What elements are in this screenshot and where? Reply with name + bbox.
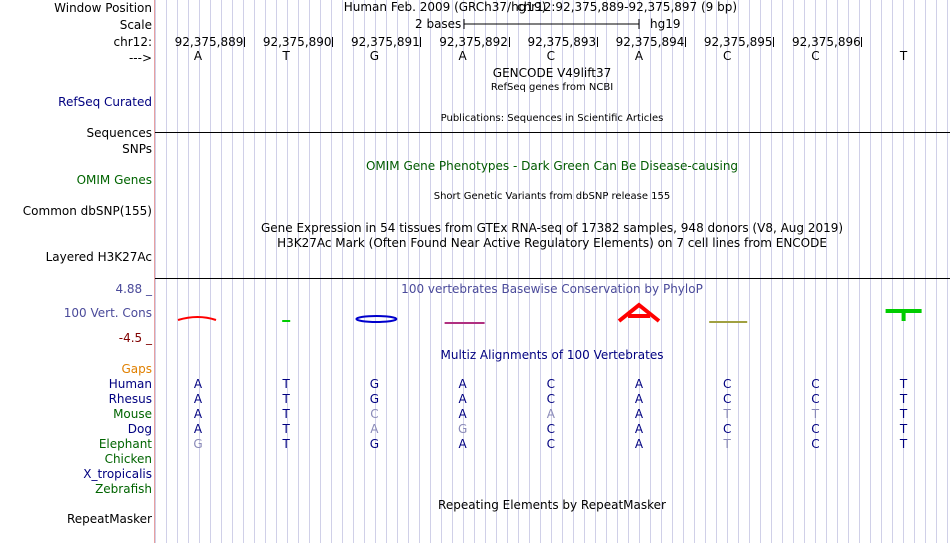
alignment-base: T xyxy=(899,377,908,391)
alignment-base: C xyxy=(546,422,555,436)
alignment-base: G xyxy=(369,392,380,406)
reference-base: A xyxy=(458,49,467,63)
alignment-base: C xyxy=(370,407,379,421)
phylop-glyph xyxy=(178,317,216,320)
ruler-tick xyxy=(420,37,421,47)
repeatmasker-track-label[interactable]: RepeatMasker xyxy=(66,512,152,526)
alignment-base: T xyxy=(282,377,290,391)
phylop-glyph xyxy=(356,316,396,322)
alignment-base: A xyxy=(634,407,644,421)
species-label-elephant: Elephant xyxy=(98,437,152,451)
scale-database: hg19 xyxy=(650,17,681,31)
track-label-column xyxy=(0,0,154,543)
alignment-base: A xyxy=(193,407,203,421)
ruler-tick xyxy=(509,37,510,47)
ruler-tick xyxy=(244,37,245,47)
alignment-base: C xyxy=(546,377,555,391)
ruler-tick xyxy=(685,37,686,47)
reference-base: C xyxy=(722,49,732,63)
alignment-base: T xyxy=(899,407,908,421)
ruler-position: 92,375,890 xyxy=(262,35,332,49)
scale-text: 2 bases xyxy=(415,17,462,31)
alignment-base: T xyxy=(282,422,290,436)
alignment-base: C xyxy=(722,392,732,406)
common-dbsnp-track-label[interactable]: Common dbSNP(155) xyxy=(22,204,152,218)
refseq-track-label[interactable]: RefSeq Curated xyxy=(58,95,152,109)
layered-h3k27ac-track-label[interactable]: Layered H3K27Ac xyxy=(45,250,152,264)
alignment-base: G xyxy=(457,422,468,436)
alignment-base: A xyxy=(634,437,644,451)
alignment-base: T xyxy=(723,407,731,421)
ruler-position: 92,375,892 xyxy=(439,35,508,49)
alignment-base: C xyxy=(546,437,555,451)
alignment-base: A xyxy=(634,392,644,406)
alignment-base: A xyxy=(458,392,467,406)
reference-base: T xyxy=(899,49,908,63)
assembly-title: Human Feb. 2009 (GRCh37/hg19) xyxy=(343,0,547,14)
alignment-base: G xyxy=(369,377,380,391)
ruler-tick xyxy=(861,37,862,47)
alignment-base: C xyxy=(546,392,555,406)
species-label-dog: Dog xyxy=(127,422,152,436)
species-label-x-tropicalis: X_tropicalis xyxy=(83,467,152,481)
snps-track-label[interactable]: SNPs xyxy=(122,142,152,156)
conservation-max-label: 4.88 _ xyxy=(115,282,152,296)
refseq-track-title[interactable]: RefSeq genes from NCBI xyxy=(490,82,614,93)
ruler-tick xyxy=(597,37,598,47)
window-position-label: Window Position xyxy=(54,1,152,15)
reference-base: T xyxy=(282,49,290,63)
alignment-base: T xyxy=(811,407,820,421)
alignment-base: T xyxy=(282,407,290,421)
alignment-base: A xyxy=(193,422,203,436)
ruler-tick xyxy=(332,37,333,47)
alignment-base: C xyxy=(722,422,732,436)
chromosome-label: chr12: xyxy=(113,35,152,49)
alignment-base: C xyxy=(811,422,820,436)
alignment-base: T xyxy=(899,437,908,451)
alignment-base: G xyxy=(193,437,203,451)
phylop-glyph xyxy=(886,311,922,321)
phylop-conservation-plot xyxy=(155,300,950,340)
gencode-track-title[interactable]: GENCODE V49lift37 xyxy=(492,66,612,80)
alignment-base: C xyxy=(811,377,820,391)
track-area[interactable] xyxy=(155,0,950,543)
alignment-base: C xyxy=(811,392,820,406)
sequence-track-divider xyxy=(155,132,950,133)
repeatmasker-track-title[interactable]: Repeating Elements by RepeatMasker xyxy=(438,498,666,512)
h3k27ac-track-divider xyxy=(155,278,950,279)
alignment-base: C xyxy=(811,437,820,451)
alignment-base: A xyxy=(370,422,379,436)
alignment-base: C xyxy=(722,377,732,391)
strand-arrow-label[interactable]: ---> xyxy=(128,51,152,65)
h3k27ac-track-title[interactable]: H3K27Ac Mark (Often Found Near Active Regulatory Elements) on 7 cell lines from ENCODE xyxy=(277,236,827,250)
alignment-base: A xyxy=(193,392,203,406)
alignment-base: G xyxy=(369,437,380,451)
sequences-track-label[interactable]: Sequences xyxy=(86,126,152,140)
conservation-track-label[interactable]: 100 Vert. Cons xyxy=(63,306,152,320)
reference-base: A xyxy=(634,49,644,63)
scale-bar xyxy=(463,17,653,31)
alignment-base: A xyxy=(546,407,555,421)
alignment-base: A xyxy=(458,407,467,421)
conservation-min-label: -4.5 _ xyxy=(118,331,152,345)
ruler-tick xyxy=(773,37,774,47)
multiz-track-title[interactable]: Multiz Alignments of 100 Vertebrates xyxy=(440,348,664,362)
species-label-human: Human xyxy=(108,377,152,391)
alignment-base: T xyxy=(899,422,908,436)
phylop-glyph xyxy=(619,305,659,321)
species-label-rhesus: Rhesus xyxy=(108,392,152,406)
species-label-zebrafish: Zebrafish xyxy=(95,482,152,496)
omim-track-label[interactable]: OMIM Genes xyxy=(76,173,152,187)
reference-base: G xyxy=(369,49,380,63)
omim-track-title[interactable]: OMIM Gene Phenotypes - Dark Green Can Be Disease-causing xyxy=(365,159,739,173)
window-position-value[interactable]: chr12:92,375,889-92,375,897 (9 bp) xyxy=(516,0,738,14)
alignment-base: A xyxy=(634,377,644,391)
ruler-position: 92,375,896 xyxy=(792,35,861,49)
ruler-position: 92,375,895 xyxy=(703,35,773,49)
alignment-base: A xyxy=(458,377,467,391)
ruler-position: 92,375,891 xyxy=(351,35,420,49)
reference-base: A xyxy=(193,49,203,63)
alignment-base: T xyxy=(282,392,290,406)
alignment-base: T xyxy=(899,392,908,406)
alignment-base: A xyxy=(458,437,467,451)
gtex-track-title[interactable]: Gene Expression in 54 tissues from GTEx RNA-seq of 17382 samples, 948 donors (V8, Aug 2019) xyxy=(260,221,844,235)
ruler-position: 92,375,893 xyxy=(527,35,597,49)
publications-track-title[interactable]: Publications: Sequences in Scientific Articles xyxy=(440,113,664,124)
alignment-base: A xyxy=(634,422,644,436)
alignment-base: T xyxy=(723,437,731,451)
species-label-chicken: Chicken xyxy=(104,452,152,466)
reference-base: C xyxy=(811,49,820,63)
ruler-position: 92,375,894 xyxy=(615,35,685,49)
scale-label: Scale xyxy=(119,18,152,32)
species-label-mouse: Mouse xyxy=(113,407,152,421)
alignment-base: A xyxy=(193,377,203,391)
gaps-label: Gaps xyxy=(121,362,152,376)
dbsnp-track-title[interactable]: Short Genetic Variants from dbSNP release 155 xyxy=(433,191,671,202)
ruler-position: 92,375,889 xyxy=(174,35,244,49)
alignment-base: T xyxy=(282,437,290,451)
reference-base: C xyxy=(546,49,555,63)
phylop-track-title[interactable]: 100 vertebrates Basewise Conservation by PhyloP xyxy=(401,282,703,296)
